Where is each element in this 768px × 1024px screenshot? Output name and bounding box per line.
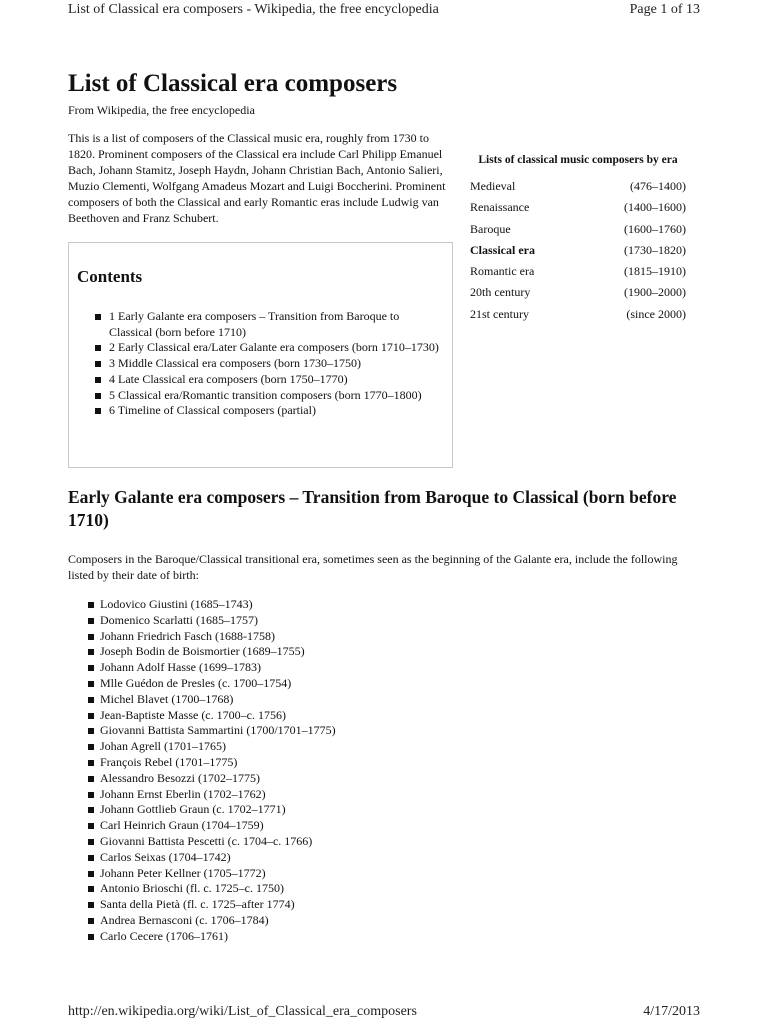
composer-dates: (1685–1743) [187, 597, 253, 611]
article [68, 68, 688, 943]
composer-dates: (1699–1783) [196, 660, 261, 675]
list-item [88, 850, 648, 866]
toc-heading: Contents [77, 267, 143, 286]
composer-name[interactable]: Johann Peter Kellner [100, 865, 201, 880]
composer-name[interactable]: Carl Heinrich Graun [100, 818, 199, 833]
list-item [88, 787, 648, 803]
composer-dates: (c. 1700–c. 1756) [198, 707, 286, 722]
composer-dates: (1685–1757) [192, 612, 258, 627]
composer-name[interactable]: Michel Blavet [100, 691, 169, 706]
list-item [88, 739, 648, 755]
composer-dates: (1706–1761) [162, 928, 228, 943]
list-item [88, 802, 648, 818]
composer-name[interactable]: Domenico Scarlatti [100, 612, 193, 627]
era-name[interactable]: 20th century [470, 285, 531, 300]
list-item [88, 597, 648, 613]
composer-dates: (1702–1762) [200, 786, 266, 801]
composer-dates: (1700/1701–1775) [243, 723, 336, 738]
list-item [88, 676, 648, 692]
toc-item[interactable]: 1 Early Galante era composers – Transition from Baroque to Classical (born before 1710) [95, 309, 440, 340]
era-years: (since 2000) [626, 306, 686, 321]
composer-dates: (c. 1706–1784) [192, 912, 269, 927]
list-item [88, 834, 648, 850]
composer-dates: (fl. c. 1725–c. 1750) [183, 881, 284, 896]
era-row[interactable] [470, 284, 686, 305]
era-row[interactable] [470, 178, 686, 199]
composer-name[interactable]: Giovanni Battista Sammartini [100, 723, 244, 738]
list-item [88, 629, 648, 645]
era-row[interactable] [470, 199, 686, 220]
toc-list [95, 309, 440, 419]
list-item [88, 708, 648, 724]
list-item [88, 644, 648, 660]
composer-dates: (c. 1700–1754) [214, 675, 292, 690]
composer-name[interactable]: Carlo Cecere [100, 928, 163, 943]
section-heading: Early Galante era composers – Transition from Baroque to Classical (born before 1710) [68, 487, 677, 530]
era-box-caption: Lists of classical music composers by era [478, 154, 678, 166]
era-row-current [470, 242, 686, 263]
print-header [68, 0, 700, 22]
era-name[interactable]: Renaissance [470, 200, 530, 215]
era-name[interactable]: Medieval [470, 179, 516, 193]
list-item [88, 723, 648, 739]
list-item [88, 613, 648, 629]
era-years: (476–1400) [630, 179, 686, 193]
composer-name[interactable]: Johann Adolf Hasse [100, 660, 196, 675]
list-item [88, 692, 648, 708]
toc-item[interactable]: 5 Classical era/Romantic transition composers (born 1770–1800) [95, 388, 440, 404]
era-years: (1600–1760) [624, 221, 686, 236]
section-description: Composers in the Baroque/Classical transitional era, sometimes seen as the beginning of the Galante era, include the following listed by their date of birth: [68, 552, 678, 582]
list-item [88, 818, 648, 834]
list-item [88, 755, 648, 771]
composer-dates: (1702–1775) [194, 770, 260, 785]
era-name-current: Classical era [470, 242, 535, 257]
table-of-contents [68, 242, 453, 468]
composer-name[interactable]: Johann Friedrich Fasch [100, 628, 212, 643]
toc-item[interactable]: 6 Timeline of Classical composers (partial) [95, 403, 440, 419]
composer-dates: (1688-1758) [211, 628, 275, 643]
composer-name[interactable]: Lodovico Giustini [100, 597, 188, 611]
era-name[interactable]: Baroque [470, 221, 511, 236]
list-item [88, 913, 648, 929]
list-item [88, 771, 648, 787]
page-subtitle: From Wikipedia, the free encyclopedia [68, 103, 255, 117]
composer-dates: (1701–1765) [161, 739, 226, 754]
print-footer [68, 1002, 700, 1024]
composer-name[interactable]: Johann Ernst Eberlin [100, 786, 201, 801]
composer-name[interactable]: Santa della Pietà [100, 897, 180, 912]
era-navigation-box [470, 152, 686, 327]
composer-dates: (c. 1704–c. 1766) [224, 833, 313, 848]
era-years: (1400–1600) [624, 200, 686, 215]
era-row[interactable] [470, 306, 686, 327]
era-years: (1730–1820) [624, 242, 686, 257]
list-item [88, 897, 648, 913]
composer-name[interactable]: Mlle Guédon de Presles [100, 675, 215, 690]
print-header-page-number: Page 1 of 13 [629, 2, 700, 17]
composer-dates: (1701–1775) [172, 754, 238, 769]
composer-name[interactable]: Antonio Brioschi [100, 881, 183, 896]
composer-dates: (fl. c. 1725–after 1774) [179, 897, 295, 912]
composer-dates: (1704–1742) [165, 849, 231, 864]
composer-dates: (1704–1759) [198, 818, 264, 833]
composer-name[interactable]: Joseph Bodin de Boismortier [100, 644, 240, 659]
composer-name[interactable]: Johann Gottlieb Graun [100, 802, 210, 817]
composer-dates: (1705–1772) [200, 865, 266, 880]
composer-name[interactable]: Giovanni Battista Pescetti [100, 833, 225, 848]
era-years: (1900–2000) [624, 285, 686, 300]
era-row[interactable] [470, 263, 686, 284]
composer-dates: (1700–1768) [168, 691, 234, 706]
era-name[interactable]: Romantic era [470, 264, 535, 279]
composer-name[interactable]: Alessandro Besozzi [100, 770, 195, 785]
print-header-title: List of Classical era composers - Wikipedia, the free encyclopedia [68, 2, 439, 17]
print-footer-date: 4/17/2013 [643, 1004, 700, 1019]
list-item [88, 881, 648, 897]
toc-item[interactable]: 2 Early Classical era/Later Galante era composers (born 1710–1730) [95, 340, 440, 356]
intro-paragraph: This is a list of composers of the Classical music era, roughly from 1730 to 1820. Prominent composers of the Classical era include Carl Philipp Emanuel Bach, Johann Stamitz, Joseph Haydn, Johann Christian Bach, Antonio Salieri, Muzio Clementi, Wolfgang Amadeus Mozart and Luigi Boccherini. Prominent composers of both the Classical and early Romantic eras include Ludwig van Beethoven and Franz Schubert. [68, 131, 446, 225]
composer-list [88, 597, 648, 945]
composer-name[interactable]: Carlos Seixas [100, 849, 166, 864]
print-footer-url[interactable]: http://en.wikipedia.org/wiki/List_of_Classical_era_composers [68, 1004, 417, 1019]
toc-item[interactable]: 4 Late Classical era composers (born 1750–1770) [95, 372, 440, 388]
page-title: List of Classical era composers [68, 70, 398, 97]
era-row[interactable] [470, 221, 686, 242]
composer-name[interactable]: François Rebel [100, 754, 173, 769]
composer-dates: (1689–1755) [239, 644, 305, 659]
composer-name[interactable]: Johan Agrell [100, 739, 161, 754]
composer-dates: (c. 1702–1771) [209, 802, 286, 817]
toc-item[interactable]: 3 Middle Classical era composers (born 1730–1750) [95, 356, 440, 372]
list-item [88, 660, 648, 676]
list-item [88, 929, 648, 945]
composer-name[interactable]: Jean-Baptiste Masse [100, 707, 199, 722]
era-name[interactable]: 21st century [470, 306, 529, 321]
list-item [88, 866, 648, 882]
composer-name[interactable]: Andrea Bernasconi [100, 912, 193, 927]
era-years: (1815–1910) [624, 264, 686, 279]
